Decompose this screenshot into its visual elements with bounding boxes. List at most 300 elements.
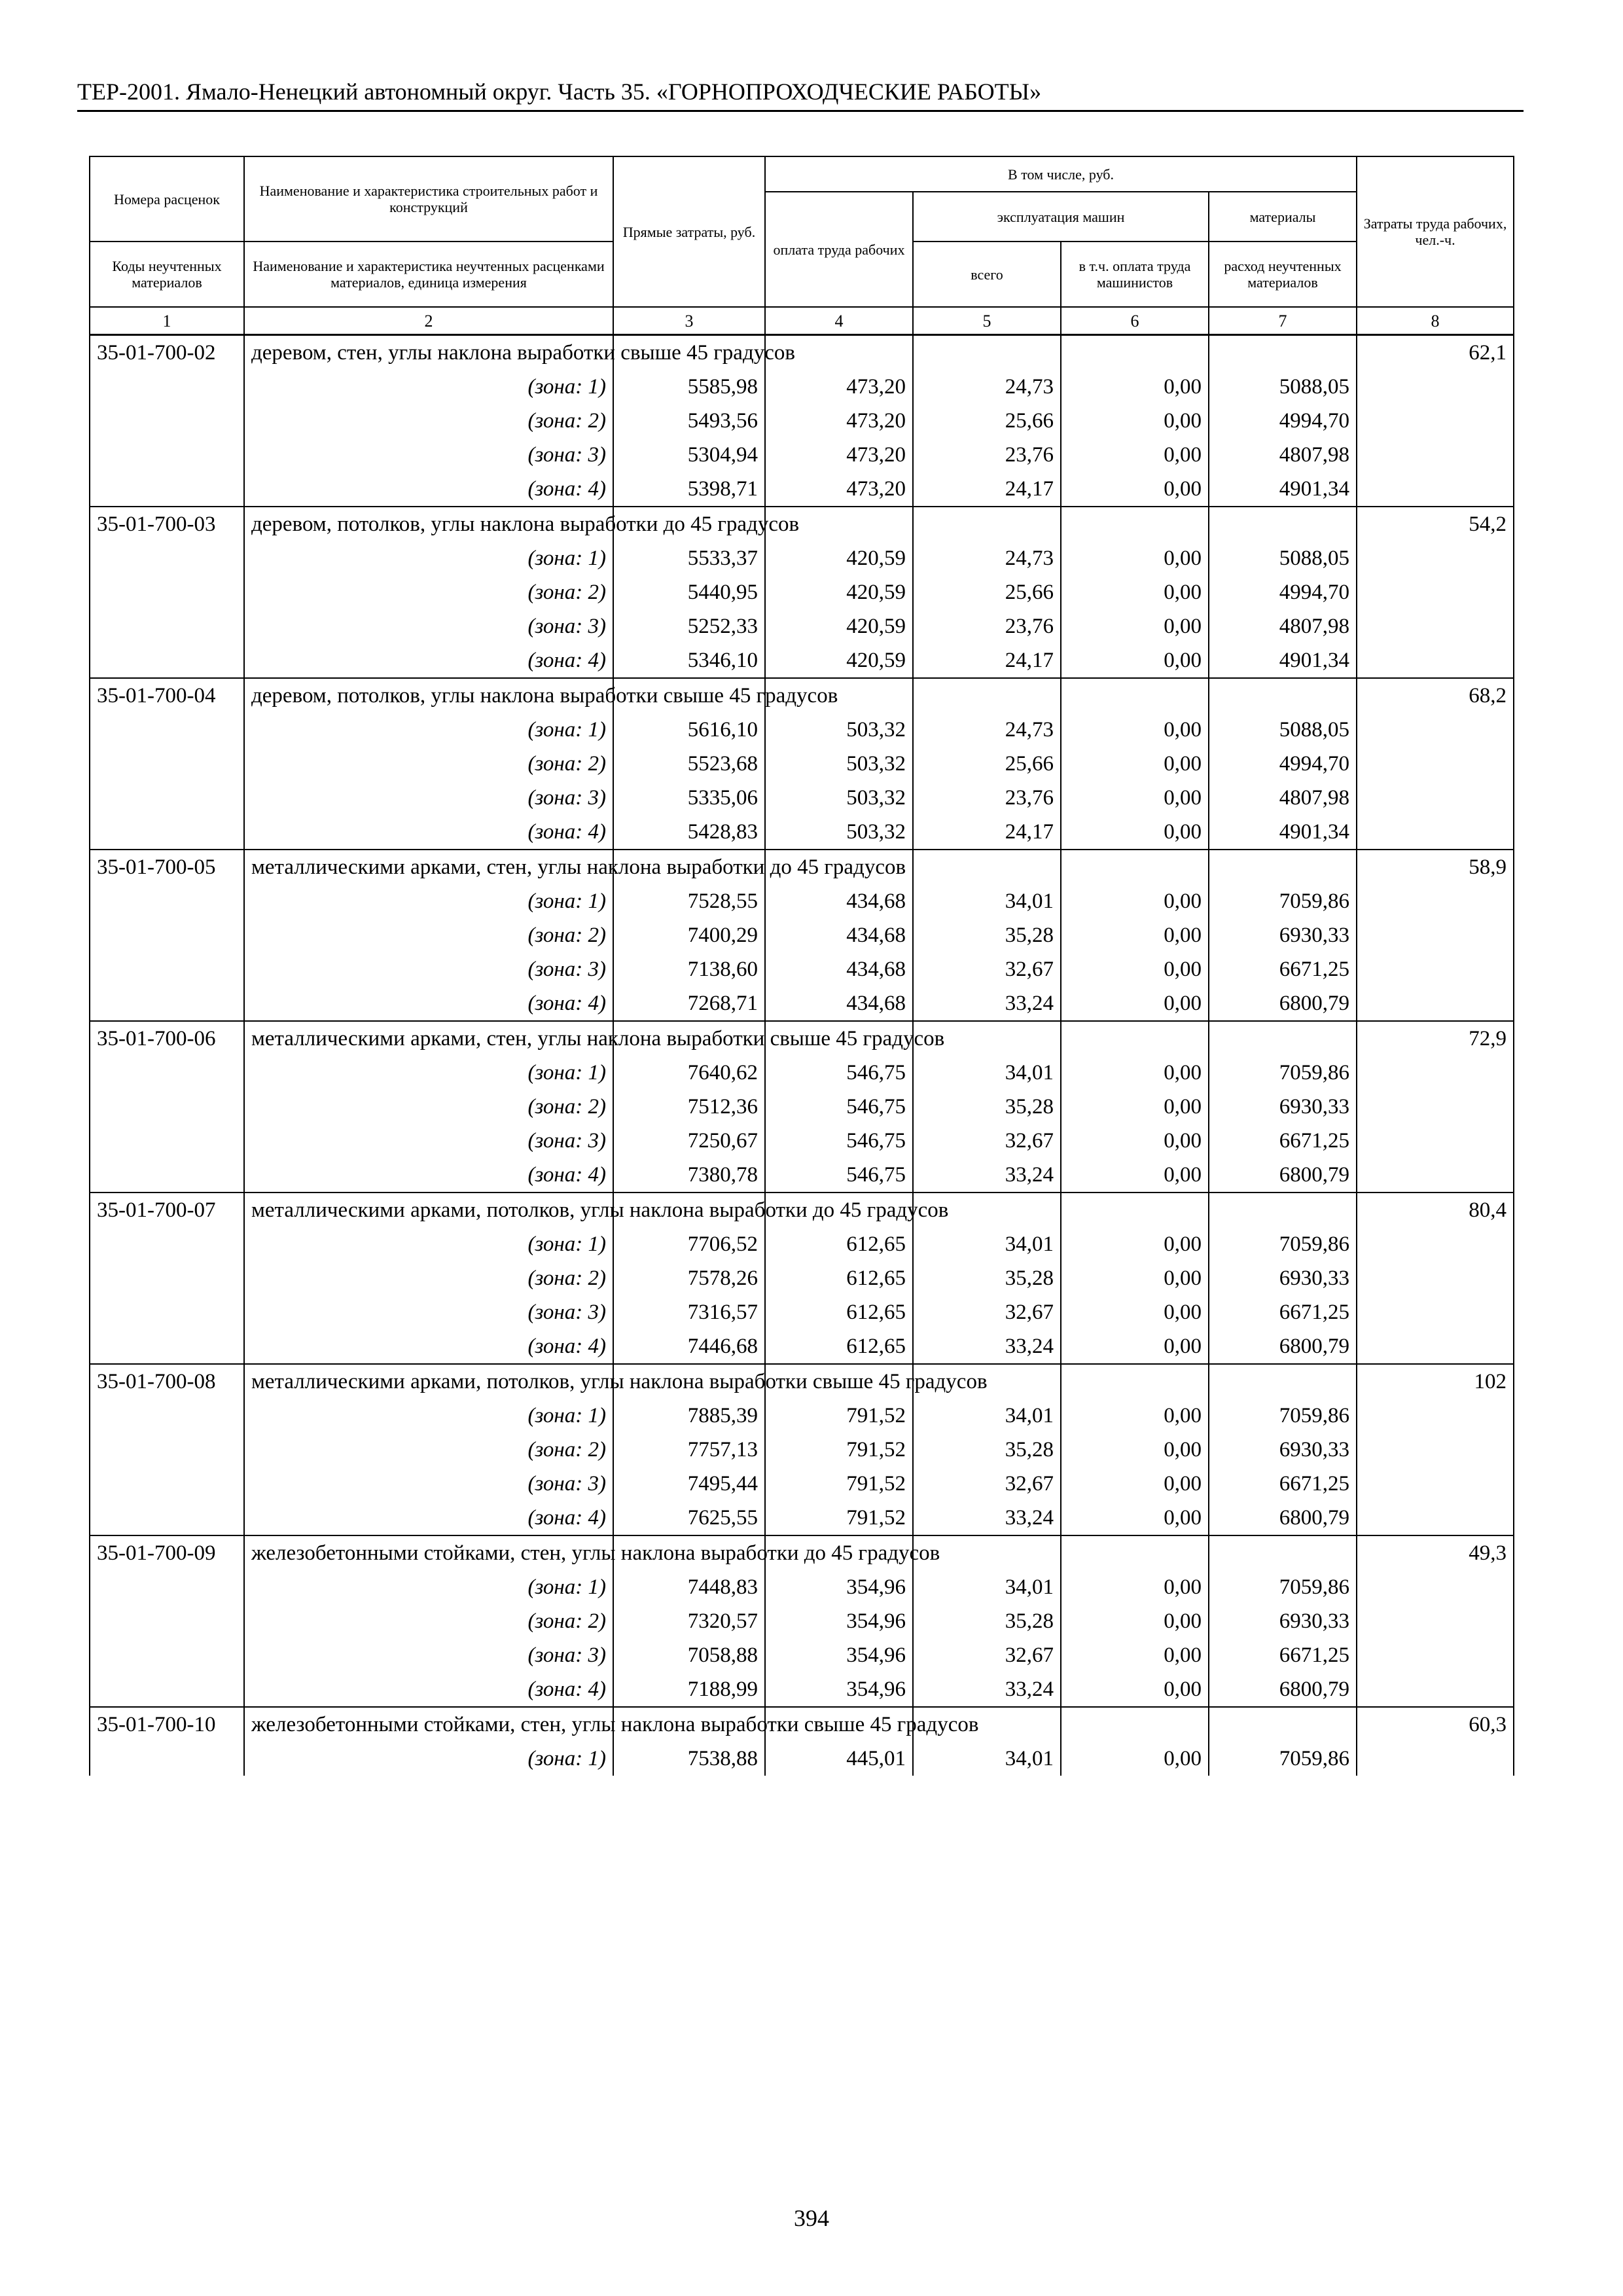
direct-costs-value: 5616,10	[613, 713, 765, 747]
zone-row	[90, 472, 1514, 507]
zone-label: (зона: 3)	[244, 438, 613, 472]
materials-value: 6930,33	[1209, 1433, 1357, 1467]
zone-row	[90, 781, 1514, 815]
rate-name: железобетонными стойками, стен, углы наклона выработки свыше 45 градусов	[244, 1707, 613, 1742]
machines-total-value: 25,66	[913, 747, 1061, 781]
empty-cell	[1357, 609, 1514, 643]
worker-pay-value: 791,52	[765, 1501, 913, 1535]
rate-name: металлическими арками, потолков, углы наклона выработки до 45 градусов	[244, 1193, 613, 1227]
empty-cell	[90, 1570, 244, 1604]
empty-cell	[1357, 1433, 1514, 1467]
worker-pay-value: 420,59	[765, 609, 913, 643]
machines-total-value: 32,67	[913, 1638, 1061, 1672]
direct-costs-value: 7268,71	[613, 986, 765, 1021]
table-header	[90, 156, 1514, 335]
worker-pay-value: 354,96	[765, 1604, 913, 1638]
empty-cell	[1209, 1021, 1357, 1056]
machines-total-value: 24,17	[913, 472, 1061, 507]
machines-total-value: 25,66	[913, 575, 1061, 609]
direct-costs-value: 7138,60	[613, 952, 765, 986]
direct-costs-value: 5493,56	[613, 404, 765, 438]
worker-pay-value: 473,20	[765, 404, 913, 438]
machines-total-value: 33,24	[913, 1501, 1061, 1535]
machines-total-value: 32,67	[913, 1295, 1061, 1329]
empty-cell	[1357, 781, 1514, 815]
rate-name: деревом, стен, углы наклона выработки свыше 45 градусов	[244, 335, 613, 370]
materials-value: 6671,25	[1209, 1467, 1357, 1501]
zone-row	[90, 1124, 1514, 1158]
empty-cell	[1061, 1707, 1209, 1742]
worker-pay-value: 503,32	[765, 747, 913, 781]
header-labor-costs: Затраты труда рабочих, чел.-ч.	[1357, 156, 1514, 307]
zone-row	[90, 747, 1514, 781]
empty-cell	[1357, 1467, 1514, 1501]
zone-label: (зона: 2)	[244, 1433, 613, 1467]
machines-total-value: 24,73	[913, 541, 1061, 575]
machinist-pay-value: 0,00	[1061, 1742, 1209, 1776]
col-number: 7	[1209, 307, 1357, 335]
empty-cell	[90, 1638, 244, 1672]
empty-cell	[1357, 1124, 1514, 1158]
materials-value: 7059,86	[1209, 1227, 1357, 1261]
rates-table	[89, 156, 1514, 1776]
machinist-pay-value: 0,00	[1061, 1090, 1209, 1124]
zone-row	[90, 1638, 1514, 1672]
machines-total-value: 23,76	[913, 781, 1061, 815]
zone-row	[90, 1295, 1514, 1329]
machinist-pay-value: 0,00	[1061, 1329, 1209, 1364]
machinist-pay-value: 0,00	[1061, 1672, 1209, 1707]
zone-row	[90, 1056, 1514, 1090]
machinist-pay-value: 0,00	[1061, 815, 1209, 850]
zone-label: (зона: 4)	[244, 1672, 613, 1707]
direct-costs-value: 7380,78	[613, 1158, 765, 1193]
col-number: 5	[913, 307, 1061, 335]
zone-row	[90, 1467, 1514, 1501]
zone-row	[90, 918, 1514, 952]
page-header: ТЕР-2001. Ямало-Ненецкий автономный округ. Часть 35. «ГОРНОПРОХОДЧЕСКИЕ РАБОТЫ»	[77, 77, 1524, 112]
materials-value: 6671,25	[1209, 1638, 1357, 1672]
zone-row	[90, 404, 1514, 438]
direct-costs-value: 7528,55	[613, 884, 765, 918]
machinist-pay-value: 0,00	[1061, 1570, 1209, 1604]
empty-cell	[1357, 404, 1514, 438]
empty-cell	[1061, 335, 1209, 370]
rate-name: деревом, потолков, углы наклона выработки до 45 градусов	[244, 507, 613, 541]
empty-cell	[1357, 370, 1514, 404]
empty-cell	[1209, 1535, 1357, 1570]
machinist-pay-value: 0,00	[1061, 1638, 1209, 1672]
empty-cell	[90, 713, 244, 747]
empty-cell	[1061, 1193, 1209, 1227]
materials-value: 4994,70	[1209, 575, 1357, 609]
rate-row	[90, 507, 1514, 541]
empty-cell	[90, 1090, 244, 1124]
direct-costs-value: 5523,68	[613, 747, 765, 781]
machinist-pay-value: 0,00	[1061, 404, 1209, 438]
materials-value: 6930,33	[1209, 1604, 1357, 1638]
empty-cell	[90, 1604, 244, 1638]
machinist-pay-value: 0,00	[1061, 541, 1209, 575]
materials-value: 6800,79	[1209, 1158, 1357, 1193]
zone-label: (зона: 4)	[244, 815, 613, 850]
direct-costs-value: 7320,57	[613, 1604, 765, 1638]
empty-cell	[1357, 815, 1514, 850]
rate-code: 35-01-700-10	[90, 1707, 244, 1742]
empty-cell	[1357, 1056, 1514, 1090]
zone-row	[90, 884, 1514, 918]
page-number: 394	[794, 2205, 829, 2231]
machines-total-value: 35,28	[913, 1261, 1061, 1295]
empty-cell	[90, 747, 244, 781]
col-number: 6	[1061, 307, 1209, 335]
empty-cell	[1357, 1158, 1514, 1193]
direct-costs-value: 7625,55	[613, 1501, 765, 1535]
worker-pay-value: 420,59	[765, 575, 913, 609]
machines-total-value: 25,66	[913, 404, 1061, 438]
rate-code: 35-01-700-09	[90, 1535, 244, 1570]
empty-cell	[90, 1399, 244, 1433]
rate-name: металлическими арками, стен, углы наклона выработки до 45 градусов	[244, 850, 613, 884]
rate-code: 35-01-700-03	[90, 507, 244, 541]
table-body	[90, 335, 1514, 1776]
worker-pay-value: 354,96	[765, 1638, 913, 1672]
header-machines: эксплуатация машин	[913, 192, 1209, 242]
empty-cell	[913, 507, 1061, 541]
materials-value: 6671,25	[1209, 952, 1357, 986]
rate-code: 35-01-700-02	[90, 335, 244, 370]
empty-cell	[913, 335, 1061, 370]
materials-value: 6800,79	[1209, 1501, 1357, 1535]
zone-label: (зона: 3)	[244, 1295, 613, 1329]
zone-label: (зона: 1)	[244, 1056, 613, 1090]
empty-cell	[1357, 952, 1514, 986]
empty-cell	[1357, 1742, 1514, 1776]
direct-costs-value: 7538,88	[613, 1742, 765, 1776]
materials-value: 6930,33	[1209, 918, 1357, 952]
empty-cell	[1357, 472, 1514, 507]
materials-value: 6930,33	[1209, 1261, 1357, 1295]
col-number: 3	[613, 307, 765, 335]
rate-code: 35-01-700-04	[90, 678, 244, 713]
machinist-pay-value: 0,00	[1061, 1158, 1209, 1193]
rate-code: 35-01-700-05	[90, 850, 244, 884]
worker-pay-value: 420,59	[765, 643, 913, 678]
direct-costs-value: 7400,29	[613, 918, 765, 952]
zone-label: (зона: 3)	[244, 1124, 613, 1158]
materials-value: 4994,70	[1209, 404, 1357, 438]
zone-label: (зона: 1)	[244, 713, 613, 747]
materials-value: 7059,86	[1209, 1742, 1357, 1776]
materials-value: 7059,86	[1209, 1056, 1357, 1090]
machinist-pay-value: 0,00	[1061, 609, 1209, 643]
empty-cell	[1061, 1535, 1209, 1570]
worker-pay-value: 434,68	[765, 952, 913, 986]
worker-pay-value: 546,75	[765, 1124, 913, 1158]
zone-label: (зона: 1)	[244, 1742, 613, 1776]
materials-value: 7059,86	[1209, 1399, 1357, 1433]
machines-total-value: 35,28	[913, 918, 1061, 952]
empty-cell	[1061, 678, 1209, 713]
worker-pay-value: 473,20	[765, 438, 913, 472]
rate-row	[90, 1364, 1514, 1399]
empty-cell	[1357, 918, 1514, 952]
machinist-pay-value: 0,00	[1061, 1124, 1209, 1158]
worker-pay-value: 503,32	[765, 781, 913, 815]
zone-row	[90, 1261, 1514, 1295]
materials-value: 4807,98	[1209, 781, 1357, 815]
zone-label: (зона: 2)	[244, 918, 613, 952]
empty-cell	[1357, 884, 1514, 918]
labor-cost: 102	[1357, 1364, 1514, 1399]
empty-cell	[90, 1467, 244, 1501]
worker-pay-value: 791,52	[765, 1467, 913, 1501]
header-material-name: Наименование и характеристика неучтенных расценками материалов, единица измерения	[244, 242, 613, 307]
rate-code: 35-01-700-06	[90, 1021, 244, 1056]
zone-label: (зона: 1)	[244, 1570, 613, 1604]
worker-pay-value: 612,65	[765, 1295, 913, 1329]
zone-label: (зона: 1)	[244, 541, 613, 575]
worker-pay-value: 612,65	[765, 1261, 913, 1295]
rate-name: железобетонными стойками, стен, углы наклона выработки до 45 градусов	[244, 1535, 613, 1570]
direct-costs-value: 5440,95	[613, 575, 765, 609]
empty-cell	[1209, 1364, 1357, 1399]
empty-cell	[1357, 438, 1514, 472]
machines-total-value: 32,67	[913, 952, 1061, 986]
machines-total-value: 23,76	[913, 438, 1061, 472]
zone-row	[90, 609, 1514, 643]
rate-row	[90, 335, 1514, 370]
empty-cell	[1357, 713, 1514, 747]
machinist-pay-value: 0,00	[1061, 986, 1209, 1021]
empty-cell	[1357, 1604, 1514, 1638]
worker-pay-value: 546,75	[765, 1056, 913, 1090]
empty-cell	[90, 1261, 244, 1295]
direct-costs-value: 7706,52	[613, 1227, 765, 1261]
zone-row	[90, 1399, 1514, 1433]
empty-cell	[1357, 541, 1514, 575]
zone-label: (зона: 4)	[244, 986, 613, 1021]
machinist-pay-value: 0,00	[1061, 1227, 1209, 1261]
empty-cell	[90, 404, 244, 438]
empty-cell	[1357, 575, 1514, 609]
empty-cell	[1209, 507, 1357, 541]
empty-cell	[90, 1329, 244, 1364]
empty-cell	[90, 1227, 244, 1261]
empty-cell	[90, 884, 244, 918]
labor-cost: 72,9	[1357, 1021, 1514, 1056]
empty-cell	[90, 1501, 244, 1535]
zone-label: (зона: 1)	[244, 884, 613, 918]
labor-cost: 49,3	[1357, 1535, 1514, 1570]
rate-code: 35-01-700-07	[90, 1193, 244, 1227]
empty-cell	[1357, 1090, 1514, 1124]
machinist-pay-value: 0,00	[1061, 952, 1209, 986]
worker-pay-value: 791,52	[765, 1399, 913, 1433]
empty-cell	[90, 1295, 244, 1329]
direct-costs-value: 7446,68	[613, 1329, 765, 1364]
zone-label: (зона: 1)	[244, 1227, 613, 1261]
header-direct-costs: Прямые затраты, руб.	[613, 156, 765, 307]
zone-label: (зона: 1)	[244, 1399, 613, 1433]
empty-cell	[90, 781, 244, 815]
machines-total-value: 35,28	[913, 1604, 1061, 1638]
direct-costs-value: 7448,83	[613, 1570, 765, 1604]
worker-pay-value: 420,59	[765, 541, 913, 575]
empty-cell	[90, 438, 244, 472]
zone-label: (зона: 3)	[244, 1638, 613, 1672]
zone-row	[90, 1227, 1514, 1261]
zone-row	[90, 1742, 1514, 1776]
col-number: 1	[90, 307, 244, 335]
machinist-pay-value: 0,00	[1061, 1056, 1209, 1090]
zone-row	[90, 1570, 1514, 1604]
header-machinist-pay: в т.ч. оплата труда машинистов	[1061, 242, 1209, 307]
machines-total-value: 23,76	[913, 609, 1061, 643]
materials-value: 7059,86	[1209, 1570, 1357, 1604]
empty-cell	[90, 1158, 244, 1193]
empty-cell	[1061, 850, 1209, 884]
machinist-pay-value: 0,00	[1061, 643, 1209, 678]
machinist-pay-value: 0,00	[1061, 370, 1209, 404]
empty-cell	[1357, 1399, 1514, 1433]
labor-cost: 68,2	[1357, 678, 1514, 713]
header-worker-pay: оплата труда рабочих	[765, 192, 913, 307]
col-number: 2	[244, 307, 613, 335]
empty-cell	[90, 1672, 244, 1707]
direct-costs-value: 7058,88	[613, 1638, 765, 1672]
machinist-pay-value: 0,00	[1061, 575, 1209, 609]
labor-cost: 58,9	[1357, 850, 1514, 884]
empty-cell	[90, 370, 244, 404]
materials-value: 6800,79	[1209, 1329, 1357, 1364]
machines-total-value: 32,67	[913, 1467, 1061, 1501]
materials-value: 6800,79	[1209, 1672, 1357, 1707]
zone-label: (зона: 1)	[244, 370, 613, 404]
rate-row	[90, 1021, 1514, 1056]
zone-row	[90, 1501, 1514, 1535]
zone-row	[90, 952, 1514, 986]
zone-label: (зона: 4)	[244, 643, 613, 678]
machinist-pay-value: 0,00	[1061, 781, 1209, 815]
header-including: В том числе, руб.	[765, 156, 1357, 192]
rate-name: металлическими арками, стен, углы наклона выработки свыше 45 градусов	[244, 1021, 613, 1056]
materials-value: 5088,05	[1209, 541, 1357, 575]
empty-cell	[1209, 850, 1357, 884]
empty-cell	[90, 1124, 244, 1158]
empty-cell	[1061, 507, 1209, 541]
header-rate-numbers: Номера расценок	[90, 156, 244, 242]
machines-total-value: 35,28	[913, 1433, 1061, 1467]
worker-pay-value: 445,01	[765, 1742, 913, 1776]
col-number: 8	[1357, 307, 1514, 335]
zone-row	[90, 438, 1514, 472]
rate-code: 35-01-700-08	[90, 1364, 244, 1399]
zone-label: (зона: 3)	[244, 1467, 613, 1501]
zone-label: (зона: 2)	[244, 404, 613, 438]
materials-value: 7059,86	[1209, 884, 1357, 918]
direct-costs-value: 7512,36	[613, 1090, 765, 1124]
labor-cost: 62,1	[1357, 335, 1514, 370]
materials-value: 5088,05	[1209, 713, 1357, 747]
machinist-pay-value: 0,00	[1061, 713, 1209, 747]
labor-cost: 80,4	[1357, 1193, 1514, 1227]
materials-value: 4994,70	[1209, 747, 1357, 781]
machines-total-value: 33,24	[913, 1329, 1061, 1364]
zone-label: (зона: 2)	[244, 1261, 613, 1295]
worker-pay-value: 434,68	[765, 918, 913, 952]
direct-costs-value: 5428,83	[613, 815, 765, 850]
empty-cell	[90, 643, 244, 678]
zone-row	[90, 1329, 1514, 1364]
zone-label: (зона: 2)	[244, 575, 613, 609]
zone-row	[90, 1090, 1514, 1124]
machinist-pay-value: 0,00	[1061, 1295, 1209, 1329]
empty-cell	[1357, 1227, 1514, 1261]
worker-pay-value: 473,20	[765, 472, 913, 507]
empty-cell	[1357, 747, 1514, 781]
rate-row	[90, 850, 1514, 884]
machinist-pay-value: 0,00	[1061, 1604, 1209, 1638]
empty-cell	[1357, 1570, 1514, 1604]
labor-cost: 60,3	[1357, 1707, 1514, 1742]
zone-label: (зона: 4)	[244, 472, 613, 507]
worker-pay-value: 546,75	[765, 1158, 913, 1193]
worker-pay-value: 503,32	[765, 713, 913, 747]
worker-pay-value: 354,96	[765, 1570, 913, 1604]
materials-value: 4901,34	[1209, 815, 1357, 850]
direct-costs-value: 7316,57	[613, 1295, 765, 1329]
machines-total-value: 35,28	[913, 1090, 1061, 1124]
header-work-name: Наименование и характеристика строительных работ и конструкций	[244, 156, 613, 242]
direct-costs-value: 5398,71	[613, 472, 765, 507]
empty-cell	[1357, 643, 1514, 678]
empty-cell	[90, 952, 244, 986]
machines-total-value: 33,24	[913, 1672, 1061, 1707]
empty-cell	[1209, 678, 1357, 713]
empty-cell	[90, 1742, 244, 1776]
empty-cell	[1357, 1638, 1514, 1672]
machinist-pay-value: 0,00	[1061, 1501, 1209, 1535]
zone-label: (зона: 4)	[244, 1329, 613, 1364]
header-materials: материалы	[1209, 192, 1357, 242]
zone-label: (зона: 3)	[244, 609, 613, 643]
zone-row	[90, 986, 1514, 1021]
machines-total-value: 34,01	[913, 1227, 1061, 1261]
machinist-pay-value: 0,00	[1061, 1399, 1209, 1433]
direct-costs-value: 7188,99	[613, 1672, 765, 1707]
worker-pay-value: 434,68	[765, 884, 913, 918]
zone-row	[90, 370, 1514, 404]
machines-total-value: 34,01	[913, 1570, 1061, 1604]
header-material-codes: Коды неучтенных материалов	[90, 242, 244, 307]
machines-total-value: 24,17	[913, 815, 1061, 850]
empty-cell	[90, 609, 244, 643]
zone-row	[90, 643, 1514, 678]
rate-row	[90, 1707, 1514, 1742]
direct-costs-value: 5252,33	[613, 609, 765, 643]
direct-costs-value: 7250,67	[613, 1124, 765, 1158]
empty-cell	[90, 472, 244, 507]
materials-value: 6800,79	[1209, 986, 1357, 1021]
direct-costs-value: 7757,13	[613, 1433, 765, 1467]
zone-label: (зона: 2)	[244, 1090, 613, 1124]
empty-cell	[1209, 1707, 1357, 1742]
worker-pay-value: 612,65	[765, 1227, 913, 1261]
labor-cost: 54,2	[1357, 507, 1514, 541]
machinist-pay-value: 0,00	[1061, 1467, 1209, 1501]
worker-pay-value: 434,68	[765, 986, 913, 1021]
